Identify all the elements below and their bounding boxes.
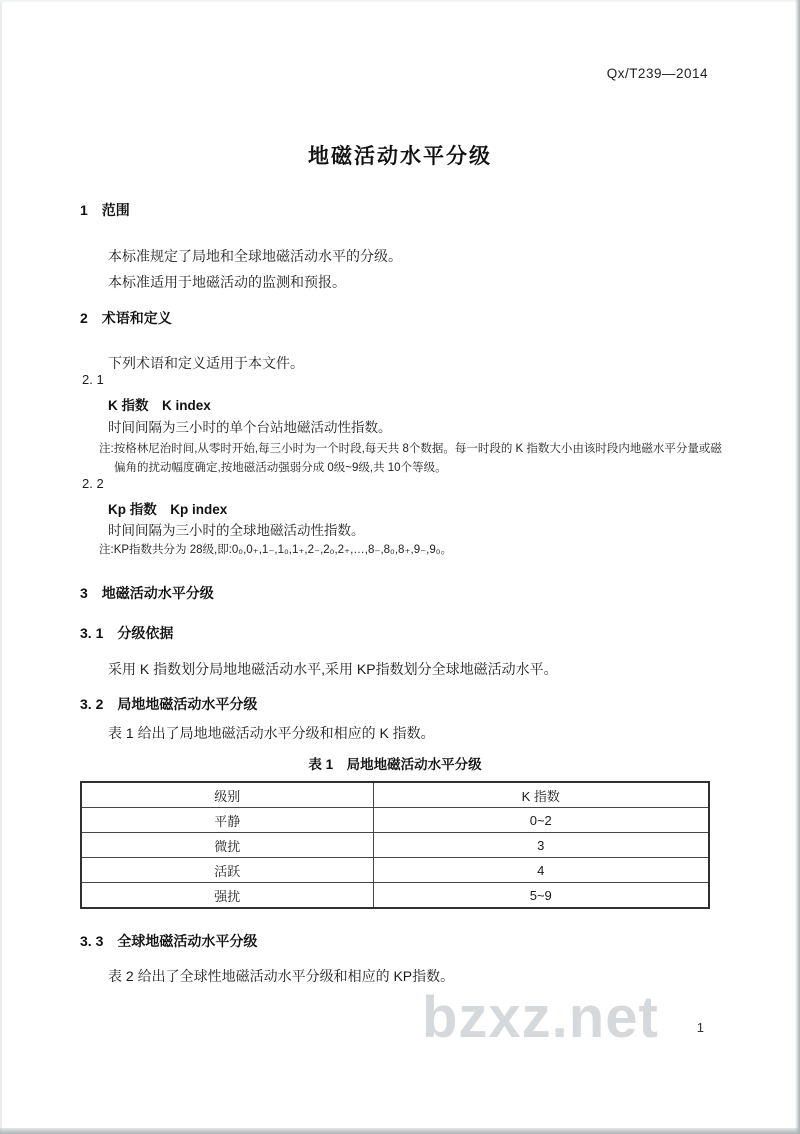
watermark: bzxz.net — [422, 985, 659, 1050]
table-1-caption: 表 1 局地地磁活动水平分级 — [308, 757, 482, 772]
table-cell-level: 平静 — [81, 808, 373, 833]
table-1-local-geomagnetic-levels — [80, 781, 710, 909]
scan-edge-top — [0, 0, 800, 2]
table-row — [81, 833, 709, 858]
scan-edge-left — [0, 0, 2, 1134]
table-cell-k-index: 4 — [373, 858, 709, 883]
table-header-row — [81, 782, 709, 808]
table-cell-k-index: 3 — [373, 833, 709, 858]
table-cell-level: 活跃 — [81, 858, 373, 883]
section-1-paragraph-2: 本标准适用于地磁活动的监测和预报。 — [108, 274, 346, 290]
section-1-heading: 1 范围 — [80, 202, 130, 218]
section-3-3-heading: 3. 3 全球地磁活动水平分级 — [80, 933, 258, 949]
section-3-1-heading: 3. 1 分级依据 — [80, 625, 174, 641]
term-2-2-note: 注:KP指数共分为 28级,即:0₀,0₊,1₋,1₀,1₊,2₋,2₀,2₊,…,8₋,8₀,8₊,9₋,9₀。 — [99, 544, 453, 556]
term-2-1-number: 2. 1 — [82, 372, 104, 387]
scan-edge-bottom — [0, 1128, 800, 1134]
section-1-paragraph-1: 本标准规定了局地和全球地磁活动水平的分级。 — [108, 248, 402, 264]
standard-number: Qx/T239—2014 — [606, 66, 708, 81]
term-2-2-title: Kp 指数 Kp index — [108, 502, 228, 517]
table-row — [81, 883, 709, 909]
table-header-level: 级别 — [81, 782, 373, 808]
table-cell-level: 强扰 — [81, 883, 373, 909]
term-2-2-definition: 时间间隔为三小时的全球地磁活动性指数。 — [108, 523, 365, 538]
scan-edge-right — [795, 0, 800, 1134]
table-cell-k-index: 5~9 — [373, 883, 709, 909]
page-title: 地磁活动水平分级 — [308, 145, 492, 168]
section-3-2-paragraph: 表 1 给出了局地地磁活动水平分级和相应的 K 指数。 — [108, 725, 435, 741]
table-cell-k-index: 0~2 — [373, 808, 709, 833]
section-3-heading: 3 地磁活动水平分级 — [80, 585, 214, 601]
term-2-1-title: K 指数 K index — [108, 398, 211, 413]
section-3-1-paragraph: 采用 K 指数划分局地地磁活动水平,采用 KP指数划分全球地磁活动水平。 — [108, 661, 558, 677]
section-3-2-heading: 3. 2 局地地磁活动水平分级 — [80, 696, 258, 712]
section-2-heading: 2 术语和定义 — [80, 310, 172, 326]
section-2-intro: 下列术语和定义适用于本文件。 — [108, 355, 304, 371]
table-row — [81, 808, 709, 833]
term-2-1-definition: 时间间隔为三小时的单个台站地磁活动性指数。 — [108, 420, 392, 435]
section-3-3-paragraph: 表 2 给出了全球性地磁活动水平分级和相应的 KP指数。 — [108, 968, 455, 984]
table-header-k-index: K 指数 — [373, 782, 709, 808]
page-number: 1 — [696, 1020, 704, 1035]
term-2-2-number: 2. 2 — [82, 476, 104, 491]
term-2-1-note: 注:按格林尼治时间,从零时开始,每三小时为一个时段,每天共 8个数据。每一时段的 K 指数大小由该时段内地磁水平分量或磁偏角的扰动幅度确定,按地磁活动强弱分成 0级~9级,共 10个等级。 — [99, 443, 722, 474]
table-row — [81, 858, 709, 883]
table-cell-level: 微扰 — [81, 833, 373, 858]
